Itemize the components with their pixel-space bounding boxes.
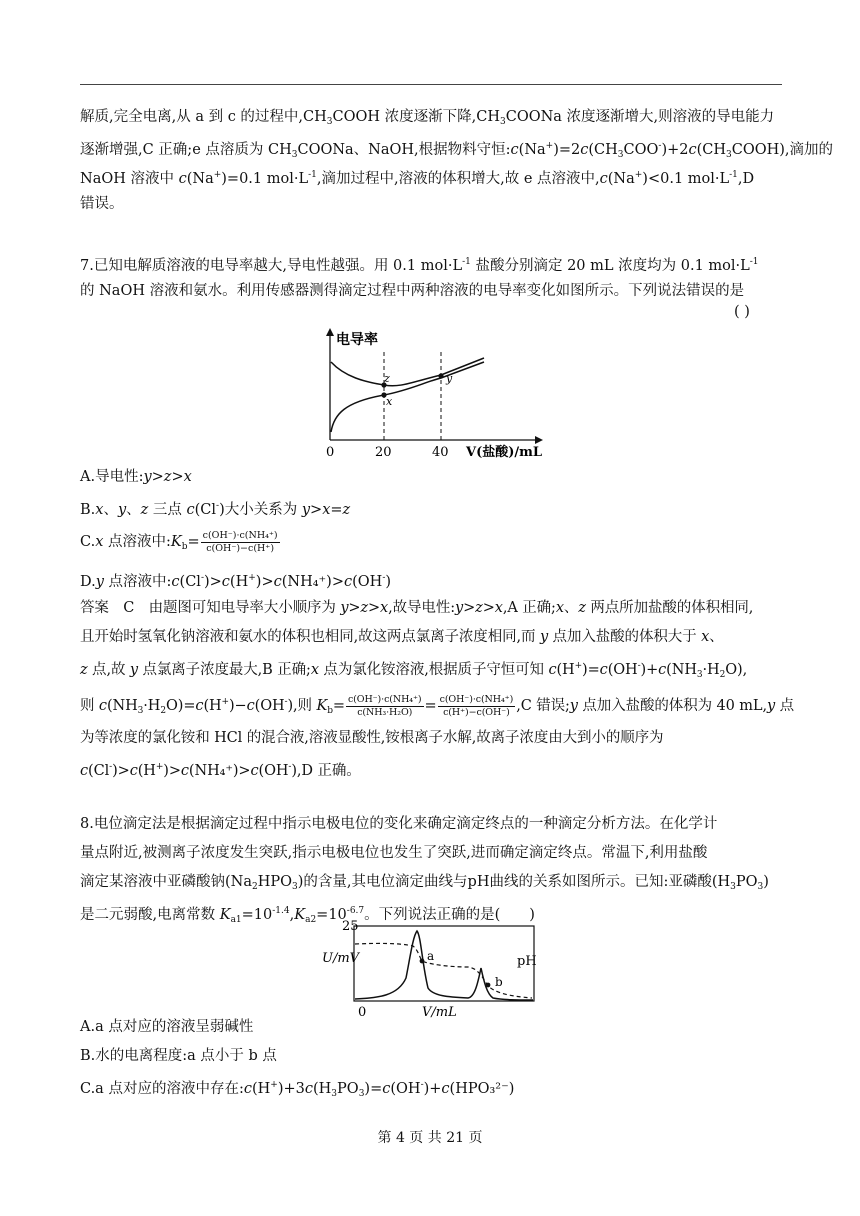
x-axis-label: V(盐酸)/mL: [466, 445, 543, 460]
solution-paragraph-prev: 解质,完全电离,从 a 到 c 的过程中$,CH_3COOH$ 浓度逐渐下降$,CH_3COONa$ 浓度逐渐增大,则溶液的导电能力 逐渐增强,C 正确;e 点溶质为 $CH_3COONa$、NaOH,根据物料守恒$:c(Na^+)=2c(CH_3COO^-)+2c(CH_3COOH)$,滴加的 NaOH 溶液中 c(Na+)=0.1 $mol\cdot L^{-1}$,滴加过程中,溶液的体积增大,故 e 点溶液中,c(Na+)<0.1 $mol\cdot L^{-1},D$ 错误。: [80, 109, 834, 212]
option-8a: A.a 点对应的溶液呈弱碱性: [80, 1019, 254, 1035]
ammonia-curve: [331, 362, 484, 432]
point-y: [438, 373, 443, 378]
ph-curve: [355, 943, 532, 998]
answer-bracket-7: ( ): [734, 304, 750, 320]
point-a-label: a: [427, 949, 435, 963]
option-7d: D.y 点溶液中:c(Cl-)>c(H+)>c(NH₄⁺)>c(OH-): [80, 573, 392, 590]
x-tick-0: 0: [326, 445, 335, 460]
y-top-label: 25: [342, 919, 359, 934]
potential-titration-chart: [318, 918, 548, 1018]
answer-7: 答案 C 由题图可知电导率大小顺序为 y>z>x,故导电性:y>z>x,A 正确;x、z 两点所加盐酸的体积相同, 且开始时氢氧化钠溶液和氨水的体积也相同,故这两点氯离子浓度相同,而 y 点加入盐酸的体积大于 x、 z 点,故 y 点氯离子浓度最大,B 正确;x 点为氯化铵溶液,根据质子守恒可知 $c(H^+)=c(OH^-)+c(NH_3\cdot H_2O)$, 则 $c(NH_3\cdot H_2O)=c(H^+)-c(OH^-)$,则 $K_b=$ $\frac{\text{c(OH⁻)·c(NH₄⁺)}}{\text{c(NH₃·H₂O)}}$ = $\frac{\text{c(OH⁻)·c(NH₄⁺)}}{c(H^+)-c(OH^-)}$ ,C 错误;y 点加入盐酸的体积为 40 mL,y 点 为等浓度的氯化铵和 HCl 的混合液,溶液显酸性,铵根离子水解,故离子浓度由大到小的顺序为 c(Cl-)>c(H+)>c(NH₄⁺)>c(OH-),D 正确。: [80, 600, 794, 779]
y-axis-label: 电导率: [336, 332, 378, 348]
conductivity-chart: [300, 322, 560, 462]
option-7a: A.导电性:y>z>x: [80, 469, 192, 485]
x-axis-arrow: [535, 436, 543, 444]
option-8c: C.a 点对应的溶液中存在$:c(H^+)+3c(H_3PO_3)=c(OH^-)+c(HPO_3^{2-})$: [80, 1080, 515, 1099]
header-rule: [80, 84, 782, 85]
right-axis-label: pH: [517, 954, 537, 969]
option-7b: B.x、y、z 三点 c(Cl-)大小关系为 y>x=z: [80, 501, 351, 518]
x-tick-20: 20: [375, 445, 392, 460]
point-b-label: b: [495, 975, 503, 989]
page-footer: 第 4 页 共 21 页: [377, 1130, 483, 1146]
origin-label: 0: [358, 1005, 367, 1018]
question-8-stem: 8.电位滴定法是根据滴定过程中指示电极电位的变化来确定滴定终点的一种滴定分析方法。在化学计 量点附近,被测离子浓度发生突跃,指示电极电位也发生了突跃,进而确定滴定终点。常温下,利用盐酸 滴定某溶液中亚磷酸钠$(Na_2HPO_3)$的含量,其电位滴定曲线与pH曲线的关系如图所示。已知:亚磷酸$(H_3PO_3)$ 是二元弱酸,电离常数 $K_{a1}=10^{-1.4},K_{a2}=10^{-6.7}$。下列说法正确的是( ): [80, 816, 769, 925]
option-7c: C.x 点溶液中$:K_b=$ $\frac{\text{c(OH⁻)·c(NH₄⁺)}}{c(OH^-)-c(H^+)}$: [80, 529, 278, 554]
x-axis-label: V/mL: [422, 1005, 457, 1018]
point-x-label: x: [386, 395, 393, 408]
y-axis-label: U/mV: [322, 951, 360, 966]
question-7-stem: 7.已知电解质溶液的电导率越大,导电性越强。用 0.1 $mol\cdot L^{-1}$ 盐酸分别滴定 20 mL 浓度均为 0.1 $mol\cdot L^{-1}$ 的 NaOH 溶液和氨水。利用传感器测得滴定过程中两种溶液的电导率变化如图所示。下列说法错误的是: [80, 257, 759, 299]
y-axis-arrow: [326, 328, 334, 336]
option-8b: B.水的电离程度:a 点小于 b 点: [80, 1048, 277, 1064]
point-z-label: z: [384, 372, 390, 385]
x-tick-40: 40: [432, 445, 449, 460]
naoh-curve: [331, 358, 484, 386]
point-y-label: y: [446, 372, 453, 385]
chart-frame: [354, 926, 534, 1001]
question-8-options: [80, 1013, 792, 1100]
point-a: [420, 959, 425, 964]
point-b: [486, 983, 491, 988]
question-7-options: [80, 463, 792, 593]
